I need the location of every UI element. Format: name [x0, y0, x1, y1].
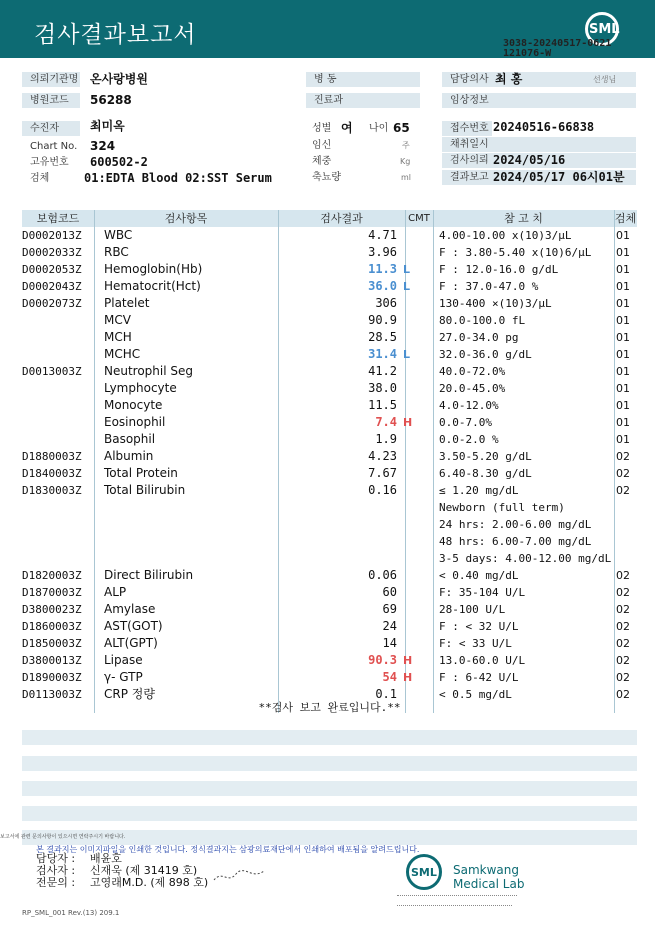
age-label: 나이 [369, 123, 389, 134]
col-header-specimen: 검체 [614, 212, 637, 225]
test-result: 90.9 [368, 313, 397, 327]
test-flag: L [403, 348, 411, 361]
test-name: Albumin [104, 449, 154, 463]
col-header-code: 보험코드 [36, 212, 80, 225]
reference-range: < 0.5 mg/dL [439, 688, 512, 701]
reference-range: 6.40-8.30 g/dL [439, 467, 532, 480]
test-result: 41.2 [368, 364, 397, 378]
sex-value: 여 [341, 121, 353, 135]
test-result: 24 [382, 619, 397, 633]
test-name: Eosinophil [104, 415, 166, 429]
test-result: 14 [382, 636, 397, 650]
report-label: 결과보고 [442, 170, 636, 185]
test-name: Lymphocyte [104, 381, 177, 395]
specimen-code: 01 [616, 433, 630, 446]
specimen-code: 01 [616, 229, 630, 242]
request-label: 검사의뢰 [442, 153, 636, 168]
test-code: D1830003Z [22, 484, 82, 497]
request-value: 2024/05/16 [493, 153, 566, 167]
reference-range: 0.0-7.0% [439, 416, 492, 429]
specimen-code: 02 [616, 637, 630, 650]
sml-footer-logo-icon: SML [406, 854, 442, 890]
test-code: D3800013Z [22, 654, 82, 667]
specimen-code: 01 [616, 263, 630, 276]
test-result: 4.23 [368, 449, 397, 463]
test-result: 31.4 [368, 347, 397, 361]
specimen-code: 02 [616, 586, 630, 599]
reference-range: F : 3.80-5.40 x(10)6/μL [439, 246, 592, 259]
test-name: Neutrophil Seg [104, 364, 194, 378]
table-row [22, 329, 637, 346]
empty-row-band [22, 756, 637, 771]
test-code: D1840003Z [22, 467, 82, 480]
ward-label: 병 동 [306, 72, 420, 87]
specimen-code: 01 [616, 314, 630, 327]
test-flag: H [403, 416, 413, 429]
specimen-code: 01 [616, 416, 630, 429]
report-title: 검사결과보고서 [34, 22, 197, 48]
table-row [22, 516, 637, 533]
reference-range: F : 6-42 U/L [439, 671, 519, 684]
test-flag: L [403, 263, 411, 276]
test-code: D0002033Z [22, 246, 82, 259]
urine-unit: ml [401, 173, 412, 182]
specimen-value: 01:EDTA Blood 02:SST Serum [84, 171, 272, 185]
reference-range: 48 hrs: 6.00-7.00 mg/dL [439, 535, 592, 548]
empty-row-band [22, 806, 637, 821]
report-id-line1: 3038-20240517-0621 [503, 38, 612, 49]
test-code: D0002073Z [22, 297, 82, 310]
test-result: 36.0 [368, 279, 397, 293]
test-result: 11.3 [368, 262, 397, 276]
test-name: γ- GTP [104, 670, 143, 684]
reference-range: 32.0-36.0 g/dL [439, 348, 532, 361]
table-row [22, 227, 637, 244]
test-name: MCV [104, 313, 131, 327]
table-row [22, 567, 637, 584]
test-code: D0002013Z [22, 229, 82, 242]
table-row [22, 533, 637, 550]
clinical-label: 임상정보 [442, 93, 636, 108]
test-code: D0013003Z [22, 365, 82, 378]
table-row [22, 431, 637, 448]
test-result: 54 [382, 670, 397, 684]
test-name: RBC [104, 245, 129, 259]
code-label: 병원코드 [22, 93, 80, 108]
test-result: 4.71 [368, 228, 397, 242]
receipt-value: 20240516-66838 [493, 120, 595, 134]
reference-range: Newborn (full term) [439, 501, 565, 514]
test-code: D0002053Z [22, 263, 82, 276]
table-row [22, 397, 637, 414]
urine-label: 축뇨량 [312, 172, 341, 183]
table-row [22, 346, 637, 363]
test-code: D1820003Z [22, 569, 82, 582]
table-row [22, 244, 637, 261]
reference-range: 40.0-72.0% [439, 365, 506, 378]
table-row [22, 635, 637, 652]
test-name: ALT(GPT) [104, 636, 158, 650]
test-result: 69 [382, 602, 397, 616]
hospital-value: 온사랑병원 [90, 72, 148, 86]
table-row [22, 499, 637, 516]
specimen-code: 02 [616, 569, 630, 582]
specimen-code: 02 [616, 450, 630, 463]
test-flag: H [403, 671, 413, 684]
table-row [22, 652, 637, 669]
specimen-code: 02 [616, 484, 630, 497]
test-code: D1880003Z [22, 450, 82, 463]
reference-range: 3.50-5.20 g/dL [439, 450, 532, 463]
chart-value: 324 [90, 139, 116, 153]
table-row [22, 669, 637, 686]
test-name: ALP [104, 585, 127, 599]
test-flag: L [403, 280, 411, 293]
doctor-value: 최 홍 [495, 72, 523, 86]
test-code: D1850003Z [22, 637, 82, 650]
report-header [0, 0, 655, 58]
reference-range: < 0.40 mg/dL [439, 569, 519, 582]
test-name: MCH [104, 330, 132, 344]
company-name-line2: Medical Lab [453, 877, 525, 891]
test-name: Lipase [104, 653, 143, 667]
test-result: 3.96 [368, 245, 397, 259]
test-name: Hemoglobin(Hb) [104, 262, 203, 276]
company-name-line1: Samkwang [453, 863, 519, 877]
test-name: Basophil [104, 432, 156, 446]
col-header-cmt: CMT [408, 213, 430, 224]
table-row [22, 380, 637, 397]
test-name: Direct Bilirubin [104, 568, 194, 582]
table-row [22, 601, 637, 618]
reference-range: F : 37.0-47.0 % [439, 280, 539, 293]
reference-range: ≤ 1.20 mg/dL [439, 484, 519, 497]
hospital-label: 의뢰기관명 [22, 72, 80, 87]
reference-range: 4.0-12.0% [439, 399, 499, 412]
test-result: 1.9 [375, 432, 397, 446]
test-result: 90.3 [368, 653, 397, 667]
results-table-header [22, 210, 637, 227]
code-value: 56288 [90, 93, 132, 107]
test-result: 7.4 [375, 415, 397, 429]
specimen-code: 01 [616, 382, 630, 395]
table-row [22, 465, 637, 482]
specimen-code: 01 [616, 348, 630, 361]
specimen-code: 02 [616, 688, 630, 701]
test-code: D1870003Z [22, 586, 82, 599]
test-name: MCHC [104, 347, 141, 361]
reference-range: 4.00-10.00 x(10)3/μL [439, 229, 572, 242]
test-name: CRP 정량 [104, 687, 155, 701]
patient-label: 수진자 [22, 121, 80, 136]
test-name: Monocyte [104, 398, 163, 412]
test-result: 0.16 [368, 483, 397, 497]
empty-row-band [22, 730, 637, 745]
patient-value: 최미옥 [90, 119, 125, 133]
collect-label: 채취일시 [442, 137, 636, 152]
specialist-value: 고영래M.D. (제 898 호) [90, 876, 209, 889]
reference-range: 3-5 days: 4.00-12.00 mg/dL [439, 552, 612, 565]
test-result: 28.5 [368, 330, 397, 344]
specimen-code: 02 [616, 671, 630, 684]
reference-range: F : 12.0-16.0 g/dL [439, 263, 559, 276]
test-name: Hematocrit(Hct) [104, 279, 201, 293]
specimen-code: 02 [616, 603, 630, 616]
test-result: 306 [375, 296, 397, 310]
id-label: 고유번호 [30, 157, 69, 168]
specimen-code: 01 [616, 331, 630, 344]
receipt-label: 접수번호 [442, 121, 492, 136]
doctor-suffix: 선생님 [593, 75, 617, 84]
col-header-result: 검사결과 [320, 212, 363, 225]
test-result: 60 [382, 585, 397, 599]
table-row [22, 618, 637, 635]
test-code: D3800023Z [22, 603, 82, 616]
report-value: 2024/05/17 06시01분 [493, 170, 625, 184]
test-result: 0.06 [368, 568, 397, 582]
reference-range: F: < 33 U/L [439, 637, 512, 650]
specimen-code: 02 [616, 654, 630, 667]
test-flag: H [403, 654, 413, 667]
doctor-label: 담당의사 [442, 72, 492, 87]
table-row [22, 482, 637, 499]
test-result: 7.67 [368, 466, 397, 480]
table-row [22, 448, 637, 465]
table-row [22, 550, 637, 567]
col-header-reference: 참 고 치 [504, 212, 543, 225]
test-code: D0113003Z [22, 688, 82, 701]
specimen-code: 01 [616, 399, 630, 412]
specialist-label: 전문의 : [36, 876, 76, 889]
reference-range: 130-400 ×(10)3/μL [439, 297, 552, 310]
tester-value: 신재욱 (제 31419 호) [90, 864, 198, 877]
tester-label: 검사자 : [36, 864, 76, 877]
staff-value: 배윤호 [90, 852, 122, 865]
specimen-code: 01 [616, 365, 630, 378]
test-name: Amylase [104, 602, 156, 616]
specimen-label: 검체 [30, 173, 50, 184]
dept-label: 진료과 [306, 93, 420, 108]
form-code: RP_SML_001 Rev.(13) 209.1 [22, 909, 120, 917]
reference-range: 80.0-100.0 fL [439, 314, 526, 327]
table-row [22, 278, 637, 295]
table-row [22, 414, 637, 431]
table-row [22, 261, 637, 278]
chart-label: Chart No. [30, 141, 78, 152]
reference-range: 13.0-60.0 U/L [439, 654, 526, 667]
specimen-code: 02 [616, 620, 630, 633]
specimen-code: 01 [616, 280, 630, 293]
weight-unit: Kg [400, 157, 411, 166]
age-value: 65 [393, 121, 410, 135]
reference-range: 20.0-45.0% [439, 382, 506, 395]
reference-range: 24 hrs: 2.00-6.00 mg/dL [439, 518, 592, 531]
test-name: AST(GOT) [104, 619, 163, 633]
footer-notice: 본 결과지는 이미지파일을 인쇄한 것입니다. 정식결과지는 삼광의료재단에서 인쇄하여 배포됨을 알려드립니다. [36, 845, 420, 854]
test-name: Total Bilirubin [104, 483, 186, 497]
test-result: 38.0 [368, 381, 397, 395]
test-name: Total Protein [104, 466, 178, 480]
end-note: **검사 보고 완료입니다.** [258, 701, 401, 714]
reference-range: 0.0-2.0 % [439, 433, 499, 446]
reference-range: F : < 32 U/L [439, 620, 519, 633]
table-row [22, 295, 637, 312]
reference-range: 28-100 U/L [439, 603, 506, 616]
staff-label: 담당자 : [36, 852, 76, 865]
test-result: 0.1 [375, 687, 397, 701]
empty-row-band [22, 781, 637, 796]
test-code: D1890003Z [22, 671, 82, 684]
specimen-code: 01 [616, 246, 630, 259]
sml-logo-icon: SML [585, 12, 619, 46]
signature-icon [212, 866, 266, 886]
test-code: D0002043Z [22, 280, 82, 293]
report-id-line2: 121076-W [503, 48, 552, 59]
pregnancy-label: 임신 [312, 140, 332, 151]
test-name: WBC [104, 228, 133, 242]
table-row [22, 312, 637, 329]
sex-label: 성별 [312, 123, 332, 134]
test-name: Platelet [104, 296, 150, 310]
table-row [22, 584, 637, 601]
pregnancy-unit: 주 [402, 141, 410, 150]
test-result: 11.5 [368, 398, 397, 412]
reference-range: F: 35-104 U/L [439, 586, 526, 599]
specimen-code: 01 [616, 297, 630, 310]
id-value: 600502-2 [90, 155, 148, 169]
reference-range: 27.0-34.0 pg [439, 331, 519, 344]
specimen-code: 02 [616, 467, 630, 480]
col-header-item: 검사항목 [164, 212, 208, 225]
test-code: D1860003Z [22, 620, 82, 633]
weight-label: 체중 [312, 156, 332, 167]
table-row [22, 363, 637, 380]
